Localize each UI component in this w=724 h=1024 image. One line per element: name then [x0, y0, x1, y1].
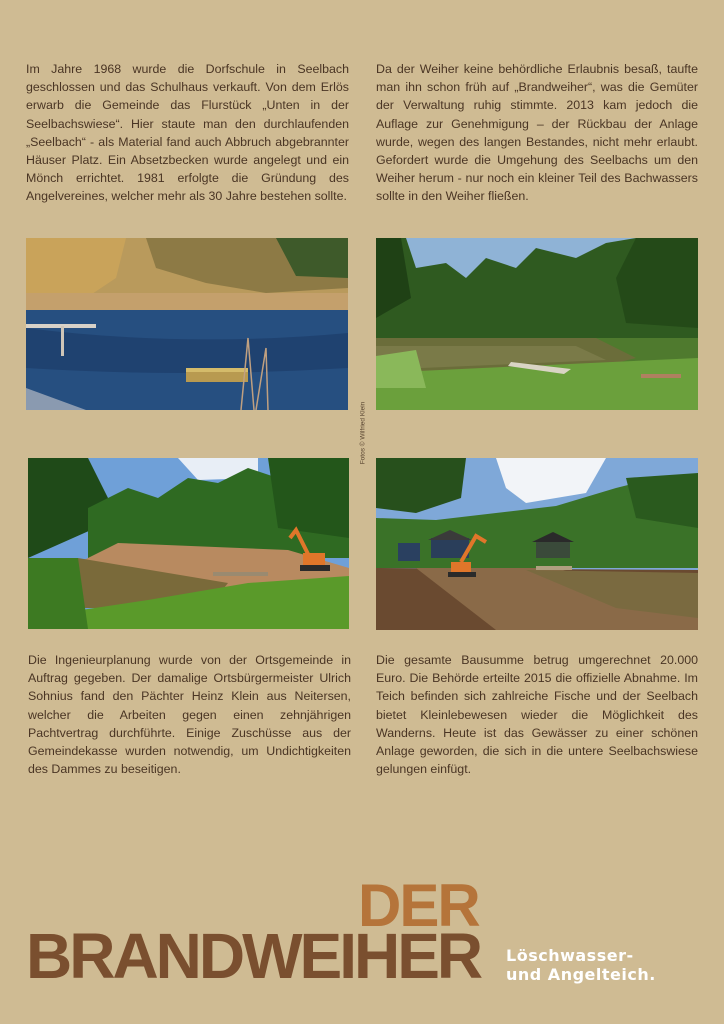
subtitle-line-2: und Angelteich. — [506, 965, 656, 984]
subtitle-line-1: Löschwasser- — [506, 946, 634, 965]
photo-credit: Fotos © Wilfried Klein — [359, 401, 367, 465]
planning-paragraph: Die Ingenieurplanung wurde von der Ortsgemeinde in Auftrag gegeben. Der damalige Ortsbürgermeister Ulrich Sohnius fand den Pächter Heinz Klein aus Neitersen, welcher die Arbeiten gegen einen zehnjährigen Pachtvertrag durchführte. Einige Zuschüsse aus der Gemeindekasse wurden notwendig, um Undichtigkeiten des Dammes zu beseitigen. — [28, 653, 351, 777]
photo-summer-pond — [376, 238, 698, 410]
subtitle — [506, 946, 656, 984]
costs-paragraph: Die gesamte Bausumme betrug umgerechnet 20.000 Euro. Die Behörde erteilte 2015 die offizielle Abnahme. Im Teich befinden sich zahlreiche Fische und der Seelbach bietet Kleinlebewesen wieder die Möglichkeit des Wanderns. Heute ist das Gewässer zu einer schönen Anlage geworden, die sich in die untere Seelbachswiese gelungen einfügt. — [376, 653, 698, 777]
photo-construction-excavator — [28, 458, 349, 629]
title-brandweiher: BRANDWEIHER — [26, 920, 481, 992]
photo-autumn-pond — [26, 238, 348, 410]
intro-paragraph: Im Jahre 1968 wurde die Dorfschule in Seelbach geschlossen und das Schulhaus verkauft. Von dem Erlös erwarb die Gemeinde das Flurstück „Unten in der Seelbachswiese“. Hier staute man den durchlaufenden „Seelbach“ - als Material fand auch Abbruch abgebrannter Häuser Platz. Ein Absetzbecken wurde angelegt und ein Mönch errichtet. 1981 erfolgte die Gründung des Angelvereines, welcher mehr als 30 Jahre bestehen sollte. — [26, 62, 349, 204]
photo-construction-houses — [376, 458, 698, 630]
permit-paragraph: Da der Weiher keine behördliche Erlaubnis besaß, taufte man ihn schon früh auf „Brandweiher“, was die Gemüter der Verwaltung ruhig stimmte. 2013 kam jedoch die Auflage zur Genehmigung – der Rückbau der Anlage wurde, wegen des langen Bestandes, nicht mehr erlaubt. Gefordert wurde die Umgehung des Seelbachs um den Weiher herum - nur noch ein kleiner Teil des Bachwassers sollte in den Weiher fließen. — [376, 62, 698, 204]
title-der: DER — [358, 872, 479, 939]
